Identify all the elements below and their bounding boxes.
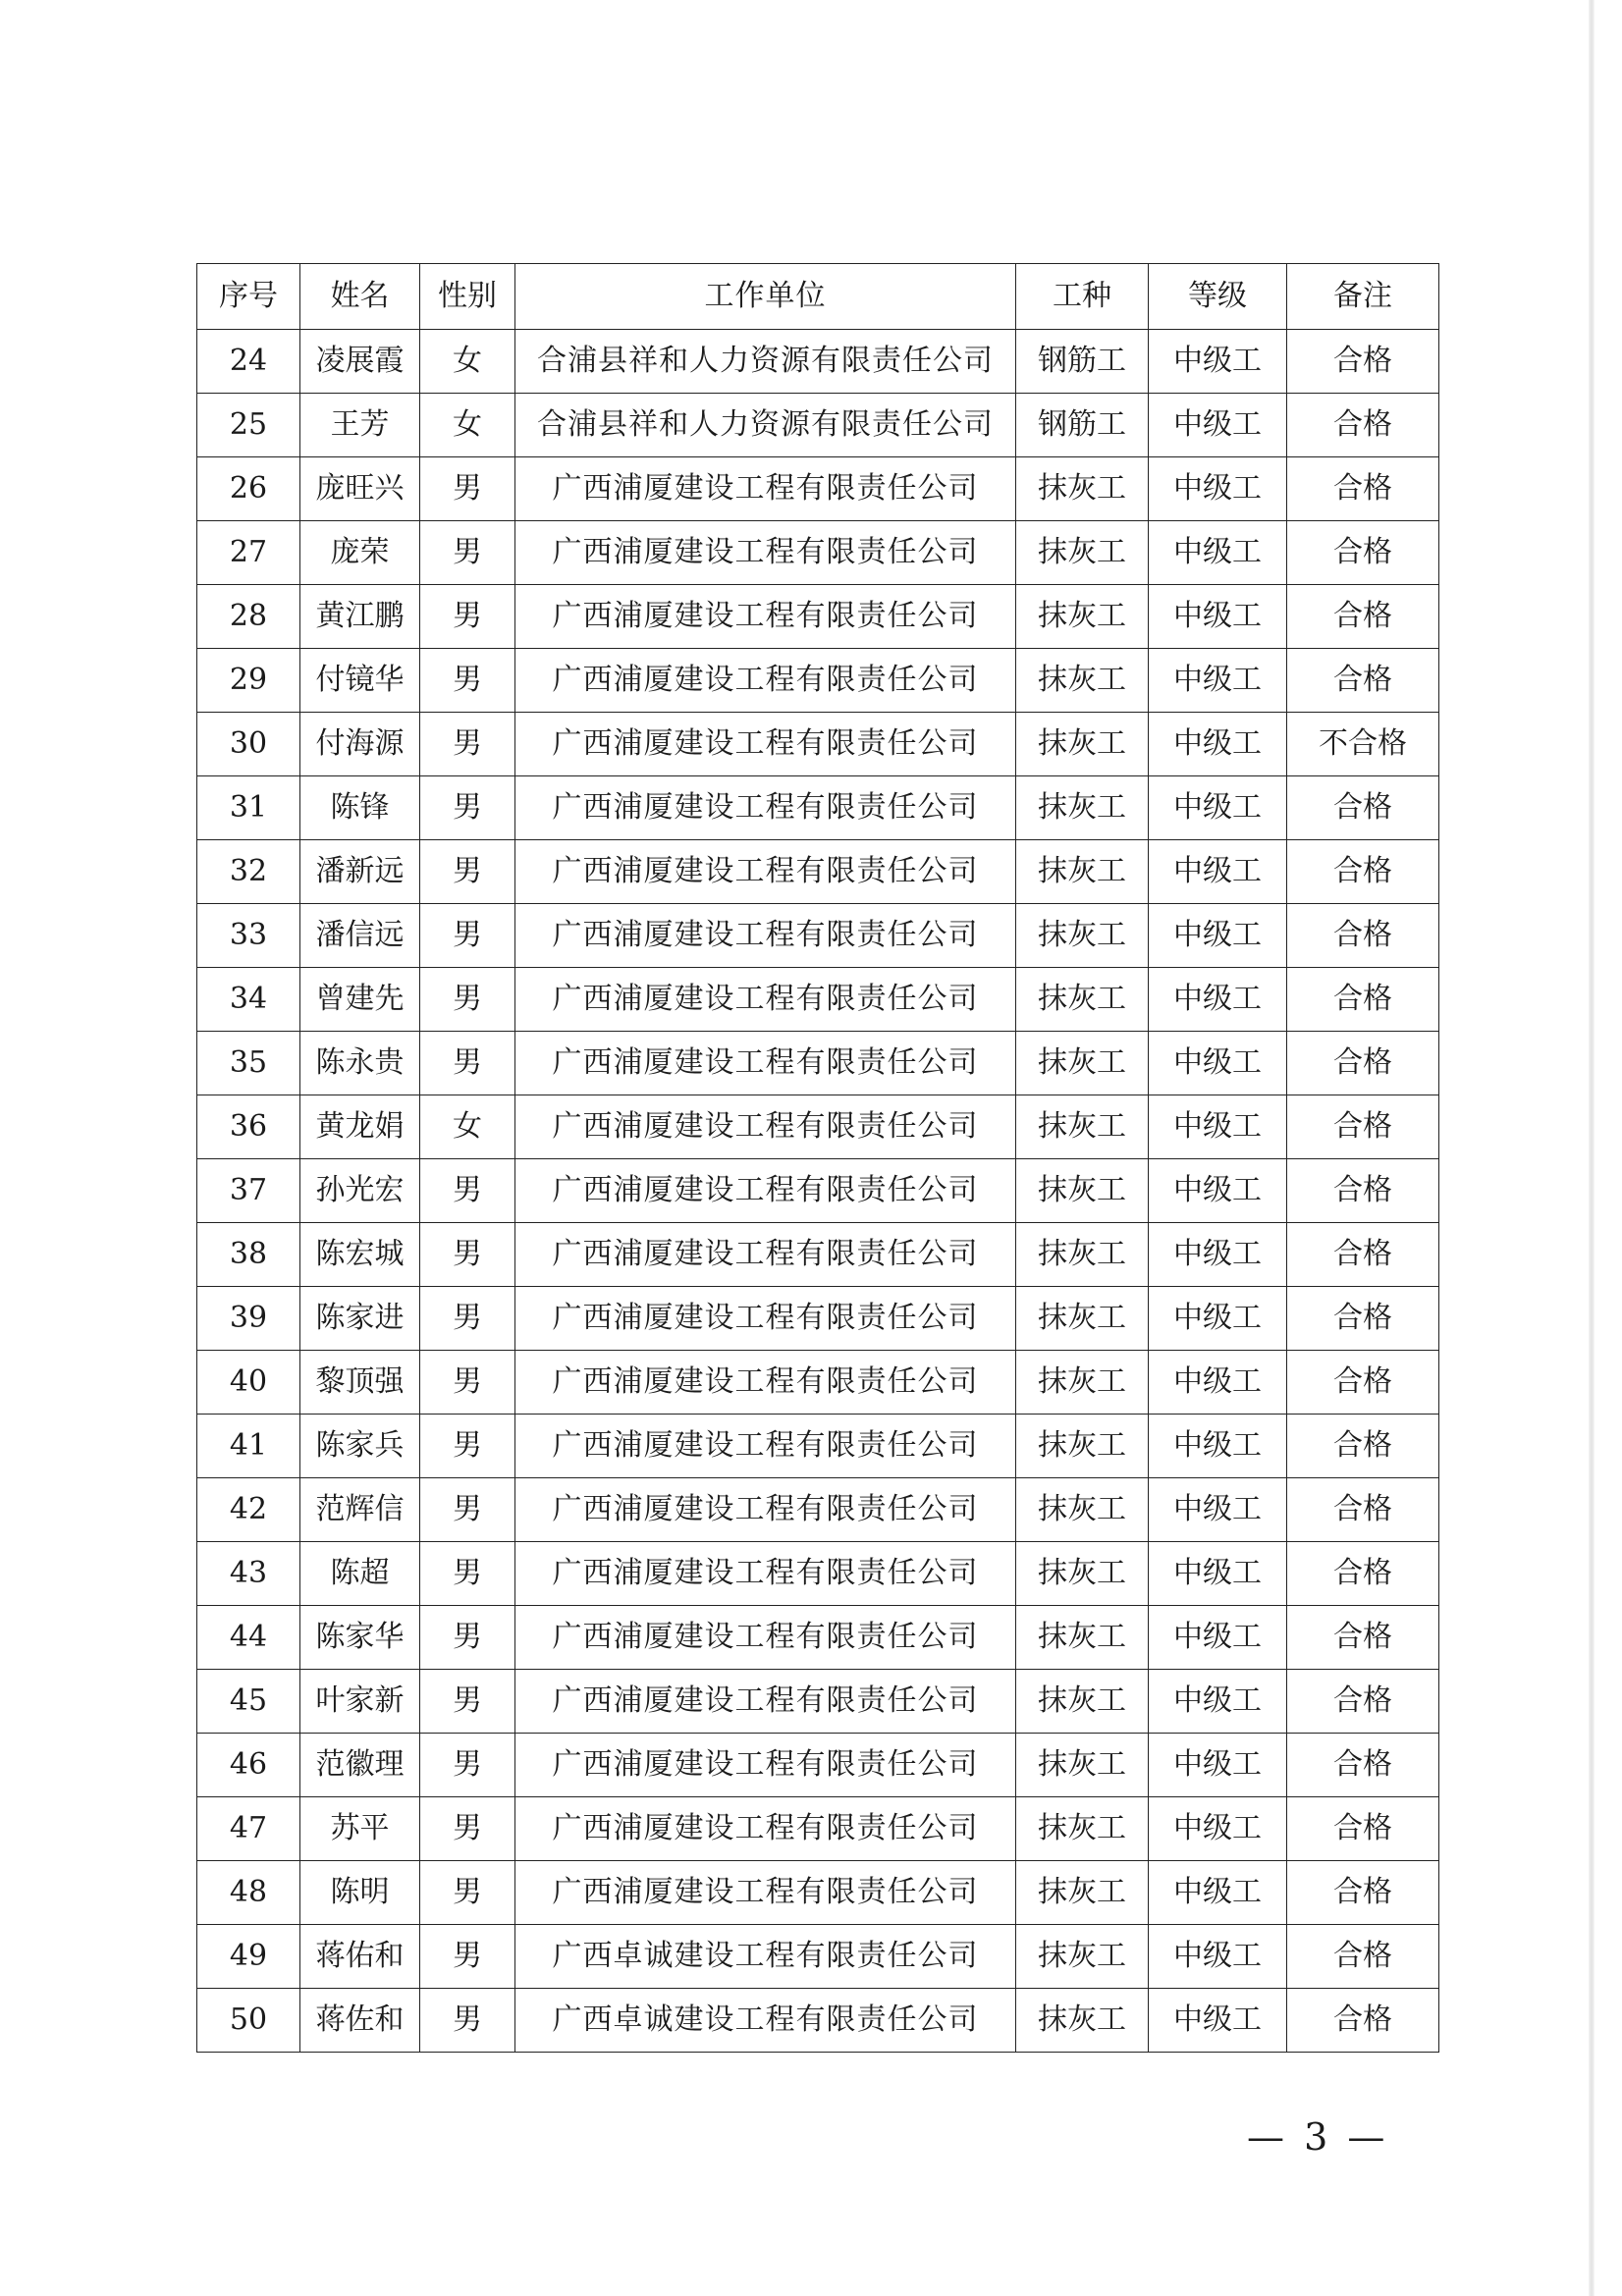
cell-grade: 中级工 bbox=[1149, 649, 1287, 713]
header-remark: 备注 bbox=[1287, 264, 1439, 330]
cell-name: 孙光宏 bbox=[300, 1159, 420, 1223]
cell-trade: 抹灰工 bbox=[1016, 968, 1149, 1032]
cell-gender: 男 bbox=[420, 1670, 515, 1734]
table-row bbox=[197, 1032, 1439, 1095]
cell-trade: 抹灰工 bbox=[1016, 1606, 1149, 1670]
cell-unit: 广西浦厦建设工程有限责任公司 bbox=[515, 1542, 1016, 1606]
table-row bbox=[197, 1159, 1439, 1223]
cell-grade: 中级工 bbox=[1149, 1734, 1287, 1797]
cell-name: 叶家新 bbox=[300, 1670, 420, 1734]
cell-unit: 广西浦厦建设工程有限责任公司 bbox=[515, 840, 1016, 904]
table-row bbox=[197, 968, 1439, 1032]
cell-unit: 广西浦厦建设工程有限责任公司 bbox=[515, 1415, 1016, 1478]
cell-grade: 中级工 bbox=[1149, 457, 1287, 521]
cell-remark: 合格 bbox=[1287, 521, 1439, 585]
cell-name: 潘新远 bbox=[300, 840, 420, 904]
cell-name: 黎顶强 bbox=[300, 1351, 420, 1415]
cell-gender: 男 bbox=[420, 521, 515, 585]
cell-gender: 男 bbox=[420, 1159, 515, 1223]
cell-remark: 合格 bbox=[1287, 968, 1439, 1032]
cell-grade: 中级工 bbox=[1149, 1670, 1287, 1734]
cell-remark: 合格 bbox=[1287, 1032, 1439, 1095]
cell-name: 潘信远 bbox=[300, 904, 420, 968]
cell-trade: 抹灰工 bbox=[1016, 1542, 1149, 1606]
cell-trade: 抹灰工 bbox=[1016, 1223, 1149, 1287]
cell-gender: 男 bbox=[420, 1925, 515, 1989]
header-grade: 等级 bbox=[1149, 264, 1287, 330]
cell-grade: 中级工 bbox=[1149, 585, 1287, 649]
cell-grade: 中级工 bbox=[1149, 1606, 1287, 1670]
table-row bbox=[197, 1670, 1439, 1734]
cell-no: 42 bbox=[197, 1478, 300, 1542]
cell-unit: 广西浦厦建设工程有限责任公司 bbox=[515, 1351, 1016, 1415]
table-row bbox=[197, 1542, 1439, 1606]
cell-name: 陈明 bbox=[300, 1861, 420, 1925]
cell-trade: 抹灰工 bbox=[1016, 1415, 1149, 1478]
cell-gender: 男 bbox=[420, 1223, 515, 1287]
cell-grade: 中级工 bbox=[1149, 1542, 1287, 1606]
cell-name: 蒋佑和 bbox=[300, 1925, 420, 1989]
cell-unit: 广西浦厦建设工程有限责任公司 bbox=[515, 713, 1016, 776]
cell-trade: 抹灰工 bbox=[1016, 713, 1149, 776]
cell-remark: 合格 bbox=[1287, 649, 1439, 713]
cell-no: 36 bbox=[197, 1095, 300, 1159]
cell-trade: 抹灰工 bbox=[1016, 585, 1149, 649]
cell-no: 32 bbox=[197, 840, 300, 904]
cell-gender: 男 bbox=[420, 1287, 515, 1351]
cell-gender: 男 bbox=[420, 968, 515, 1032]
cell-trade: 抹灰工 bbox=[1016, 1095, 1149, 1159]
cell-no: 34 bbox=[197, 968, 300, 1032]
table-row bbox=[197, 521, 1439, 585]
cell-trade: 抹灰工 bbox=[1016, 457, 1149, 521]
header-unit: 工作单位 bbox=[515, 264, 1016, 330]
cell-gender: 男 bbox=[420, 904, 515, 968]
table-header bbox=[197, 264, 1439, 330]
cell-name: 凌展霞 bbox=[300, 330, 420, 394]
cell-trade: 抹灰工 bbox=[1016, 1478, 1149, 1542]
cell-grade: 中级工 bbox=[1149, 1095, 1287, 1159]
cell-gender: 男 bbox=[420, 1351, 515, 1415]
cell-unit: 广西浦厦建设工程有限责任公司 bbox=[515, 585, 1016, 649]
cell-no: 26 bbox=[197, 457, 300, 521]
table-row bbox=[197, 713, 1439, 776]
cell-remark: 合格 bbox=[1287, 1606, 1439, 1670]
cell-gender: 男 bbox=[420, 1797, 515, 1861]
cell-remark: 合格 bbox=[1287, 1415, 1439, 1478]
cell-remark: 合格 bbox=[1287, 1223, 1439, 1287]
cell-no: 44 bbox=[197, 1606, 300, 1670]
cell-name: 王芳 bbox=[300, 394, 420, 457]
cell-unit: 合浦县祥和人力资源有限责任公司 bbox=[515, 394, 1016, 457]
cell-trade: 抹灰工 bbox=[1016, 1734, 1149, 1797]
cell-gender: 男 bbox=[420, 713, 515, 776]
cell-unit: 广西浦厦建设工程有限责任公司 bbox=[515, 1670, 1016, 1734]
cell-gender: 男 bbox=[420, 585, 515, 649]
cell-grade: 中级工 bbox=[1149, 1797, 1287, 1861]
cell-grade: 中级工 bbox=[1149, 904, 1287, 968]
cell-gender: 女 bbox=[420, 1095, 515, 1159]
cell-trade: 抹灰工 bbox=[1016, 1287, 1149, 1351]
cell-gender: 男 bbox=[420, 1415, 515, 1478]
cell-grade: 中级工 bbox=[1149, 1415, 1287, 1478]
cell-grade: 中级工 bbox=[1149, 1351, 1287, 1415]
cell-gender: 男 bbox=[420, 457, 515, 521]
cell-remark: 合格 bbox=[1287, 1287, 1439, 1351]
cell-name: 庞旺兴 bbox=[300, 457, 420, 521]
cell-trade: 抹灰工 bbox=[1016, 1351, 1149, 1415]
table-row bbox=[197, 1351, 1439, 1415]
cell-remark: 合格 bbox=[1287, 1095, 1439, 1159]
table-row bbox=[197, 585, 1439, 649]
table-row bbox=[197, 904, 1439, 968]
cell-remark: 合格 bbox=[1287, 1670, 1439, 1734]
cell-grade: 中级工 bbox=[1149, 1287, 1287, 1351]
cell-gender: 男 bbox=[420, 1478, 515, 1542]
cell-grade: 中级工 bbox=[1149, 1861, 1287, 1925]
cell-unit: 广西浦厦建设工程有限责任公司 bbox=[515, 776, 1016, 840]
cell-no: 27 bbox=[197, 521, 300, 585]
cell-unit: 广西浦厦建设工程有限责任公司 bbox=[515, 649, 1016, 713]
cell-grade: 中级工 bbox=[1149, 1989, 1287, 2053]
table-row bbox=[197, 1797, 1439, 1861]
cell-name: 苏平 bbox=[300, 1797, 420, 1861]
cell-remark: 合格 bbox=[1287, 1159, 1439, 1223]
table-row bbox=[197, 457, 1439, 521]
roster-table bbox=[196, 263, 1439, 2053]
table-row bbox=[197, 394, 1439, 457]
table-row bbox=[197, 1478, 1439, 1542]
table-body bbox=[197, 330, 1439, 2053]
table-row bbox=[197, 1861, 1439, 1925]
cell-grade: 中级工 bbox=[1149, 521, 1287, 585]
cell-name: 曾建先 bbox=[300, 968, 420, 1032]
cell-no: 24 bbox=[197, 330, 300, 394]
cell-no: 46 bbox=[197, 1734, 300, 1797]
cell-no: 40 bbox=[197, 1351, 300, 1415]
cell-no: 28 bbox=[197, 585, 300, 649]
cell-trade: 抹灰工 bbox=[1016, 1670, 1149, 1734]
cell-trade: 抹灰工 bbox=[1016, 521, 1149, 585]
cell-remark: 合格 bbox=[1287, 1542, 1439, 1606]
cell-unit: 广西浦厦建设工程有限责任公司 bbox=[515, 1095, 1016, 1159]
cell-remark: 合格 bbox=[1287, 1478, 1439, 1542]
table-row bbox=[197, 649, 1439, 713]
table-row bbox=[197, 776, 1439, 840]
cell-trade: 抹灰工 bbox=[1016, 1159, 1149, 1223]
cell-gender: 女 bbox=[420, 394, 515, 457]
table-row bbox=[197, 1925, 1439, 1989]
cell-trade: 抹灰工 bbox=[1016, 776, 1149, 840]
cell-trade: 抹灰工 bbox=[1016, 840, 1149, 904]
cell-no: 25 bbox=[197, 394, 300, 457]
cell-name: 付镜华 bbox=[300, 649, 420, 713]
table-row bbox=[197, 1223, 1439, 1287]
table-row bbox=[197, 1415, 1439, 1478]
cell-unit: 广西浦厦建设工程有限责任公司 bbox=[515, 1287, 1016, 1351]
cell-grade: 中级工 bbox=[1149, 713, 1287, 776]
cell-name: 陈家华 bbox=[300, 1606, 420, 1670]
table-row bbox=[197, 330, 1439, 394]
cell-trade: 抹灰工 bbox=[1016, 1032, 1149, 1095]
cell-gender: 男 bbox=[420, 1606, 515, 1670]
cell-grade: 中级工 bbox=[1149, 394, 1287, 457]
cell-grade: 中级工 bbox=[1149, 330, 1287, 394]
cell-grade: 中级工 bbox=[1149, 1925, 1287, 1989]
cell-unit: 合浦县祥和人力资源有限责任公司 bbox=[515, 330, 1016, 394]
cell-remark: 合格 bbox=[1287, 394, 1439, 457]
cell-grade: 中级工 bbox=[1149, 968, 1287, 1032]
cell-name: 庞荣 bbox=[300, 521, 420, 585]
cell-name: 蒋佐和 bbox=[300, 1989, 420, 2053]
table-row bbox=[197, 1606, 1439, 1670]
cell-unit: 广西卓诚建设工程有限责任公司 bbox=[515, 1989, 1016, 2053]
cell-gender: 男 bbox=[420, 1989, 515, 2053]
cell-no: 37 bbox=[197, 1159, 300, 1223]
cell-unit: 广西浦厦建设工程有限责任公司 bbox=[515, 1032, 1016, 1095]
cell-no: 31 bbox=[197, 776, 300, 840]
cell-name: 范辉信 bbox=[300, 1478, 420, 1542]
cell-no: 48 bbox=[197, 1861, 300, 1925]
cell-gender: 男 bbox=[420, 1032, 515, 1095]
cell-trade: 抹灰工 bbox=[1016, 1797, 1149, 1861]
table-row bbox=[197, 1989, 1439, 2053]
cell-no: 39 bbox=[197, 1287, 300, 1351]
cell-gender: 男 bbox=[420, 1861, 515, 1925]
header-gender: 性别 bbox=[420, 264, 515, 330]
cell-remark: 合格 bbox=[1287, 585, 1439, 649]
cell-grade: 中级工 bbox=[1149, 1478, 1287, 1542]
cell-trade: 钢筋工 bbox=[1016, 330, 1149, 394]
cell-trade: 抹灰工 bbox=[1016, 1989, 1149, 2053]
cell-unit: 广西浦厦建设工程有限责任公司 bbox=[515, 1606, 1016, 1670]
cell-unit: 广西浦厦建设工程有限责任公司 bbox=[515, 1223, 1016, 1287]
cell-grade: 中级工 bbox=[1149, 776, 1287, 840]
cell-unit: 广西浦厦建设工程有限责任公司 bbox=[515, 1734, 1016, 1797]
header-no: 序号 bbox=[197, 264, 300, 330]
cell-name: 范徽理 bbox=[300, 1734, 420, 1797]
cell-no: 47 bbox=[197, 1797, 300, 1861]
cell-gender: 男 bbox=[420, 649, 515, 713]
cell-grade: 中级工 bbox=[1149, 840, 1287, 904]
cell-unit: 广西浦厦建设工程有限责任公司 bbox=[515, 968, 1016, 1032]
cell-unit: 广西卓诚建设工程有限责任公司 bbox=[515, 1925, 1016, 1989]
cell-name: 陈宏城 bbox=[300, 1223, 420, 1287]
table-row bbox=[197, 1095, 1439, 1159]
cell-no: 38 bbox=[197, 1223, 300, 1287]
cell-remark: 合格 bbox=[1287, 904, 1439, 968]
table-row bbox=[197, 1734, 1439, 1797]
cell-unit: 广西浦厦建设工程有限责任公司 bbox=[515, 521, 1016, 585]
cell-remark: 合格 bbox=[1287, 840, 1439, 904]
cell-trade: 抹灰工 bbox=[1016, 649, 1149, 713]
cell-name: 陈家兵 bbox=[300, 1415, 420, 1478]
cell-name: 陈超 bbox=[300, 1542, 420, 1606]
cell-gender: 男 bbox=[420, 840, 515, 904]
cell-trade: 钢筋工 bbox=[1016, 394, 1149, 457]
cell-no: 50 bbox=[197, 1989, 300, 2053]
cell-trade: 抹灰工 bbox=[1016, 1861, 1149, 1925]
cell-remark: 合格 bbox=[1287, 1797, 1439, 1861]
cell-no: 49 bbox=[197, 1925, 300, 1989]
cell-name: 黄江鹏 bbox=[300, 585, 420, 649]
cell-remark: 合格 bbox=[1287, 776, 1439, 840]
table-row bbox=[197, 1287, 1439, 1351]
cell-no: 35 bbox=[197, 1032, 300, 1095]
cell-gender: 男 bbox=[420, 776, 515, 840]
cell-remark: 合格 bbox=[1287, 1351, 1439, 1415]
cell-name: 陈锋 bbox=[300, 776, 420, 840]
cell-no: 41 bbox=[197, 1415, 300, 1478]
header-row bbox=[197, 264, 1439, 330]
cell-gender: 女 bbox=[420, 330, 515, 394]
cell-trade: 抹灰工 bbox=[1016, 1925, 1149, 1989]
cell-trade: 抹灰工 bbox=[1016, 904, 1149, 968]
cell-grade: 中级工 bbox=[1149, 1032, 1287, 1095]
cell-name: 陈家进 bbox=[300, 1287, 420, 1351]
cell-gender: 男 bbox=[420, 1734, 515, 1797]
cell-unit: 广西浦厦建设工程有限责任公司 bbox=[515, 1797, 1016, 1861]
cell-name: 付海源 bbox=[300, 713, 420, 776]
cell-unit: 广西浦厦建设工程有限责任公司 bbox=[515, 457, 1016, 521]
cell-remark: 合格 bbox=[1287, 1861, 1439, 1925]
cell-name: 黄龙娟 bbox=[300, 1095, 420, 1159]
cell-remark: 合格 bbox=[1287, 1989, 1439, 2053]
cell-no: 30 bbox=[197, 713, 300, 776]
header-trade: 工种 bbox=[1016, 264, 1149, 330]
scan-edge-shadow bbox=[1589, 0, 1595, 2296]
cell-remark: 合格 bbox=[1287, 330, 1439, 394]
cell-no: 29 bbox=[197, 649, 300, 713]
cell-grade: 中级工 bbox=[1149, 1159, 1287, 1223]
cell-remark: 合格 bbox=[1287, 1734, 1439, 1797]
cell-no: 33 bbox=[197, 904, 300, 968]
cell-grade: 中级工 bbox=[1149, 1223, 1287, 1287]
page-number: — 3 — bbox=[1247, 2115, 1389, 2159]
cell-unit: 广西浦厦建设工程有限责任公司 bbox=[515, 904, 1016, 968]
table-row bbox=[197, 840, 1439, 904]
cell-unit: 广西浦厦建设工程有限责任公司 bbox=[515, 1159, 1016, 1223]
cell-unit: 广西浦厦建设工程有限责任公司 bbox=[515, 1478, 1016, 1542]
header-name: 姓名 bbox=[300, 264, 420, 330]
cell-name: 陈永贵 bbox=[300, 1032, 420, 1095]
cell-unit: 广西浦厦建设工程有限责任公司 bbox=[515, 1861, 1016, 1925]
cell-gender: 男 bbox=[420, 1542, 515, 1606]
cell-remark: 合格 bbox=[1287, 457, 1439, 521]
cell-remark: 不合格 bbox=[1287, 713, 1439, 776]
cell-remark: 合格 bbox=[1287, 1925, 1439, 1989]
cell-no: 43 bbox=[197, 1542, 300, 1606]
cell-no: 45 bbox=[197, 1670, 300, 1734]
